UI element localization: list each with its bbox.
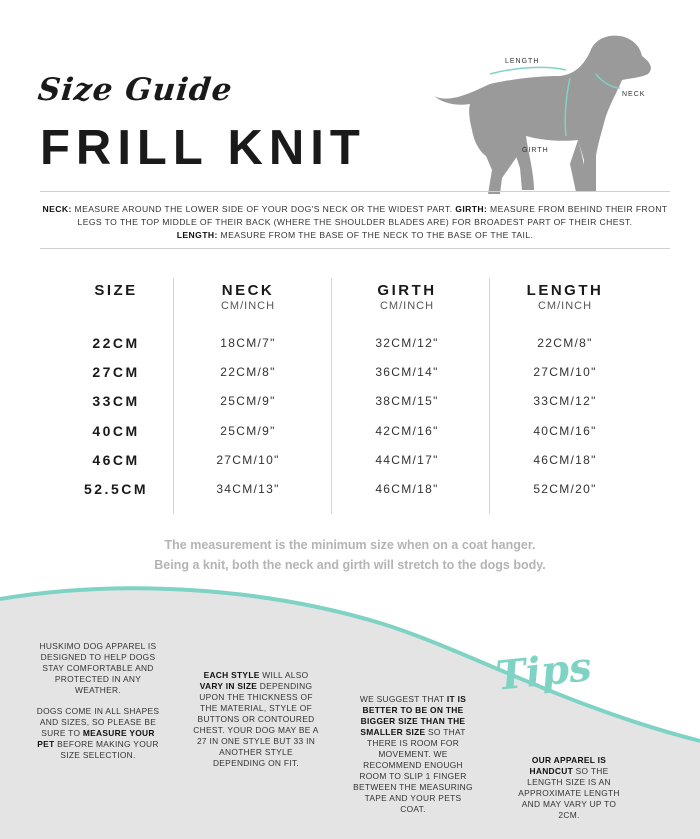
- length-definition: MEASURE FROM THE BASE OF THE NECK TO THE BASE OF THE TAIL.: [217, 230, 534, 240]
- tip-column-2: [192, 670, 320, 779]
- header-size: SIZE: [94, 282, 138, 299]
- table-cell-length: 52CM/20": [533, 482, 597, 496]
- table-cell-girth: 46CM/18": [375, 482, 439, 496]
- table-cell-size: 33CM: [92, 393, 140, 410]
- tip-text: BEFORE MAKING YOUR SIZE SELECTION.: [54, 739, 159, 760]
- header-length-unit: CM/INCH: [537, 300, 593, 312]
- girth-label: GIRTH: [522, 147, 549, 154]
- page-title: FRILL KNIT: [40, 121, 366, 175]
- column-divider: [173, 278, 174, 514]
- tip-emphasis: VARY IN SIZE: [199, 681, 258, 691]
- neck-label: NECK: [622, 91, 646, 98]
- neck-definition: MEASURE AROUND THE LOWER SIDE OF YOUR DOG'S NECK OR THE WIDEST PART.: [71, 204, 456, 214]
- header-girth-unit: CM/INCH: [379, 300, 435, 312]
- table-cell-neck: 25CM/9": [220, 394, 276, 409]
- column-divider: [331, 278, 332, 514]
- table-cell-girth: 44CM/17": [375, 452, 439, 467]
- tip-text: SO THE LENGTH SIZE IS AN APPROXIMATE LENGTH AND MAY VARY UP TO 2CM.: [518, 766, 620, 820]
- table-cell-girth: 36CM/14": [375, 365, 439, 380]
- table-cell-length: 22CM/8": [537, 336, 593, 350]
- tips-heading: Tips: [493, 643, 594, 700]
- note-line-1: The measurement is the minimum size when on a coat hanger.: [164, 538, 536, 552]
- header-neck-unit: CM/INCH: [220, 300, 276, 312]
- divider-top: [40, 191, 670, 192]
- tip-text: DOGS COME IN ALL SHAPES AND SIZES, SO PLEASE BE SURE TO: [36, 706, 160, 738]
- tip-text: WE SUGGEST THAT: [359, 694, 447, 704]
- table-cell-girth: 32CM/12": [375, 336, 439, 350]
- girth-definition: MEASURE FROM BEHIND THEIR FRONT LEGS TO THE TOP MIDDLE OF THEIR BACK (WHERE THE SHOULDER BLADES ARE) FOR BROADEST PART OF THEIR CHEST.: [77, 204, 668, 227]
- length-label: LENGTH: [505, 58, 540, 65]
- neck-term: NECK:: [42, 204, 72, 214]
- tip-text: DEPENDING UPON THE THICKNESS OF THE MATERIAL, STYLE OF BUTTONS OR CONTOURED CHEST. YOUR DOG MAY BE A 27 IN ONE STYLE BUT 33 IN ANOTHER STYLE DEPENDING ON FIT.: [193, 681, 319, 768]
- tip-text: SO THAT THERE IS ROOM FOR MOVEMENT. WE RECOMMEND ENOUGH ROOM TO SLIP 1 FINGER BETWEEN THE MEASURING TAPE AND YOUR PETS COAT.: [353, 727, 473, 814]
- table-cell-neck: 27CM/10": [216, 452, 280, 467]
- header-girth: GIRTH: [377, 282, 437, 299]
- table-cell-length: 27CM/10": [533, 365, 597, 380]
- table-cell-length: 40CM/16": [533, 423, 597, 438]
- table-cell-neck: 22CM/8": [220, 365, 276, 380]
- table-cell-neck: 25CM/9": [220, 423, 276, 438]
- note-line-2: Being a knit, both the neck and girth will stretch to the dogs body.: [154, 558, 546, 572]
- stretch-note: [0, 535, 700, 575]
- tip-column-3: [351, 694, 475, 825]
- measurement-definitions: [40, 203, 670, 242]
- tip-text: WILL ALSO: [259, 670, 309, 680]
- table-cell-size: 52.5CM: [83, 481, 149, 497]
- tip-paragraph: [192, 670, 320, 769]
- table-cell-size: 22CM: [92, 335, 140, 351]
- table-cell-length: 33CM/12": [533, 394, 597, 409]
- tip-emphasis: OUR APPAREL IS HANDCUT: [529, 755, 607, 776]
- table-cell-length: 46CM/18": [533, 452, 597, 467]
- tip-emphasis: IT IS BETTER TO BE ON THE BIGGER SIZE THAN THE SMALLER SIZE: [360, 694, 467, 737]
- girth-term: GIRTH:: [455, 204, 488, 214]
- script-title: Size Guide: [36, 72, 235, 108]
- table-cell-girth: 42CM/16": [375, 423, 439, 438]
- tip-column-4: [513, 755, 625, 831]
- dog-silhouette: [430, 32, 655, 200]
- column-divider: [489, 278, 490, 514]
- table-cell-neck: 34CM/13": [216, 482, 280, 496]
- tip-paragraph: [351, 694, 475, 815]
- tip-paragraph: [513, 755, 625, 821]
- table-cell-neck: 18CM/7": [220, 336, 276, 350]
- table-cell-size: 46CM: [92, 451, 140, 468]
- tip-emphasis: EACH STYLE: [203, 670, 260, 680]
- divider-bottom: [40, 248, 670, 249]
- header-length: LENGTH: [526, 282, 604, 299]
- tip-emphasis: MEASURE YOUR PET: [37, 728, 155, 749]
- tip-paragraph: [32, 706, 164, 761]
- table-cell-girth: 38CM/15": [375, 394, 439, 409]
- table-cell-size: 27CM: [92, 364, 140, 381]
- length-term: LENGTH:: [176, 230, 218, 240]
- table-cell-size: 40CM: [92, 422, 140, 439]
- header-neck: NECK: [221, 282, 275, 299]
- tip-paragraph: HUSKIMO DOG APPAREL IS DESIGNED TO HELP DOGS STAY COMFORTABLE AND PROTECTED IN ANY WEATHER.: [39, 641, 157, 695]
- tip-column-1: [32, 641, 164, 771]
